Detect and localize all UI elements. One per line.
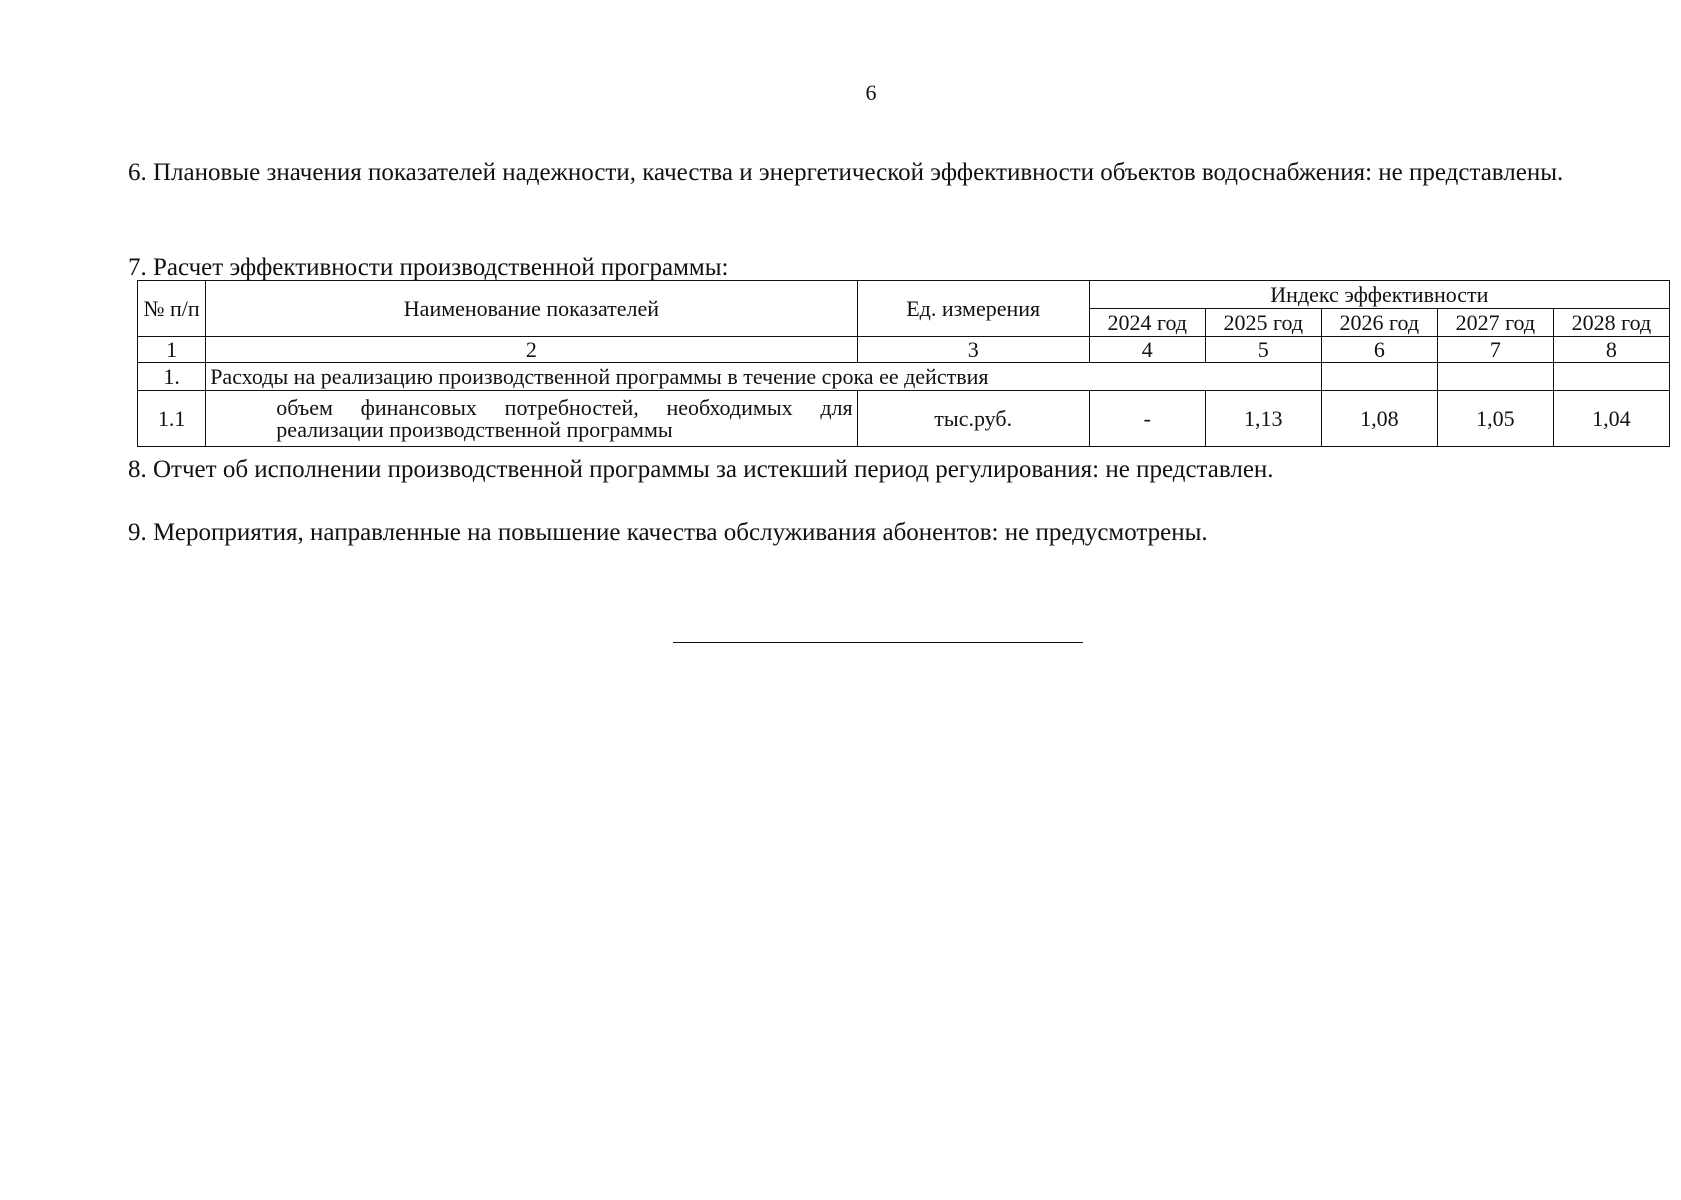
empty-cell bbox=[1321, 363, 1437, 391]
col-number: 4 bbox=[1089, 337, 1205, 363]
header-year: 2024 год bbox=[1089, 309, 1205, 337]
empty-cell bbox=[1437, 363, 1553, 391]
col-number: 2 bbox=[206, 337, 857, 363]
col-number: 7 bbox=[1437, 337, 1553, 363]
data-row-value: 1,13 bbox=[1205, 391, 1321, 447]
separator-line bbox=[673, 642, 1083, 643]
data-row-unit: тыс.руб. bbox=[857, 391, 1089, 447]
data-row-value: - bbox=[1089, 391, 1205, 447]
header-index-group: Индекс эффективности bbox=[1089, 281, 1669, 309]
col-number: 8 bbox=[1553, 337, 1669, 363]
efficiency-table bbox=[137, 280, 1670, 447]
section-row-num: 1. bbox=[138, 363, 206, 391]
col-number: 1 bbox=[138, 337, 206, 363]
paragraph-6: 6. Плановые значения показателей надежности, качества и энергетической эффективности объектов водоснабжения: не представлены. bbox=[128, 159, 1564, 186]
header-year: 2028 год bbox=[1553, 309, 1669, 337]
data-row-value: 1,05 bbox=[1437, 391, 1553, 447]
col-number: 3 bbox=[857, 337, 1089, 363]
header-unit: Ед. измерения bbox=[857, 281, 1089, 337]
header-num: № п/п bbox=[138, 281, 206, 337]
col-number: 5 bbox=[1205, 337, 1321, 363]
empty-cell bbox=[1553, 363, 1669, 391]
header-name: Наименование показателей bbox=[206, 281, 857, 337]
paragraph-8: 8. Отчет об исполнении производственной программы за истекший период регулирования: не представлен. bbox=[128, 456, 1274, 483]
page-number: 6 bbox=[865, 80, 877, 105]
col-number: 6 bbox=[1321, 337, 1437, 363]
paragraph-9: 9. Мероприятия, направленные на повышение качества обслуживания абонентов: не предусмотрены. bbox=[128, 519, 1208, 546]
data-row-value: 1,04 bbox=[1553, 391, 1669, 447]
data-row-name: объем финансовых потребностей, необходимых для реализации производственной программы bbox=[206, 391, 857, 447]
data-row-num: 1.1 bbox=[138, 391, 206, 447]
data-row-value: 1,08 bbox=[1321, 391, 1437, 447]
header-year: 2027 год bbox=[1437, 309, 1553, 337]
header-year: 2026 год bbox=[1321, 309, 1437, 337]
header-year: 2025 год bbox=[1205, 309, 1321, 337]
section-row-text: Расходы на реализацию производственной программы в течение срока ее действия bbox=[206, 363, 1322, 391]
paragraph-7: 7. Расчет эффективности производственной программы: bbox=[128, 254, 729, 281]
